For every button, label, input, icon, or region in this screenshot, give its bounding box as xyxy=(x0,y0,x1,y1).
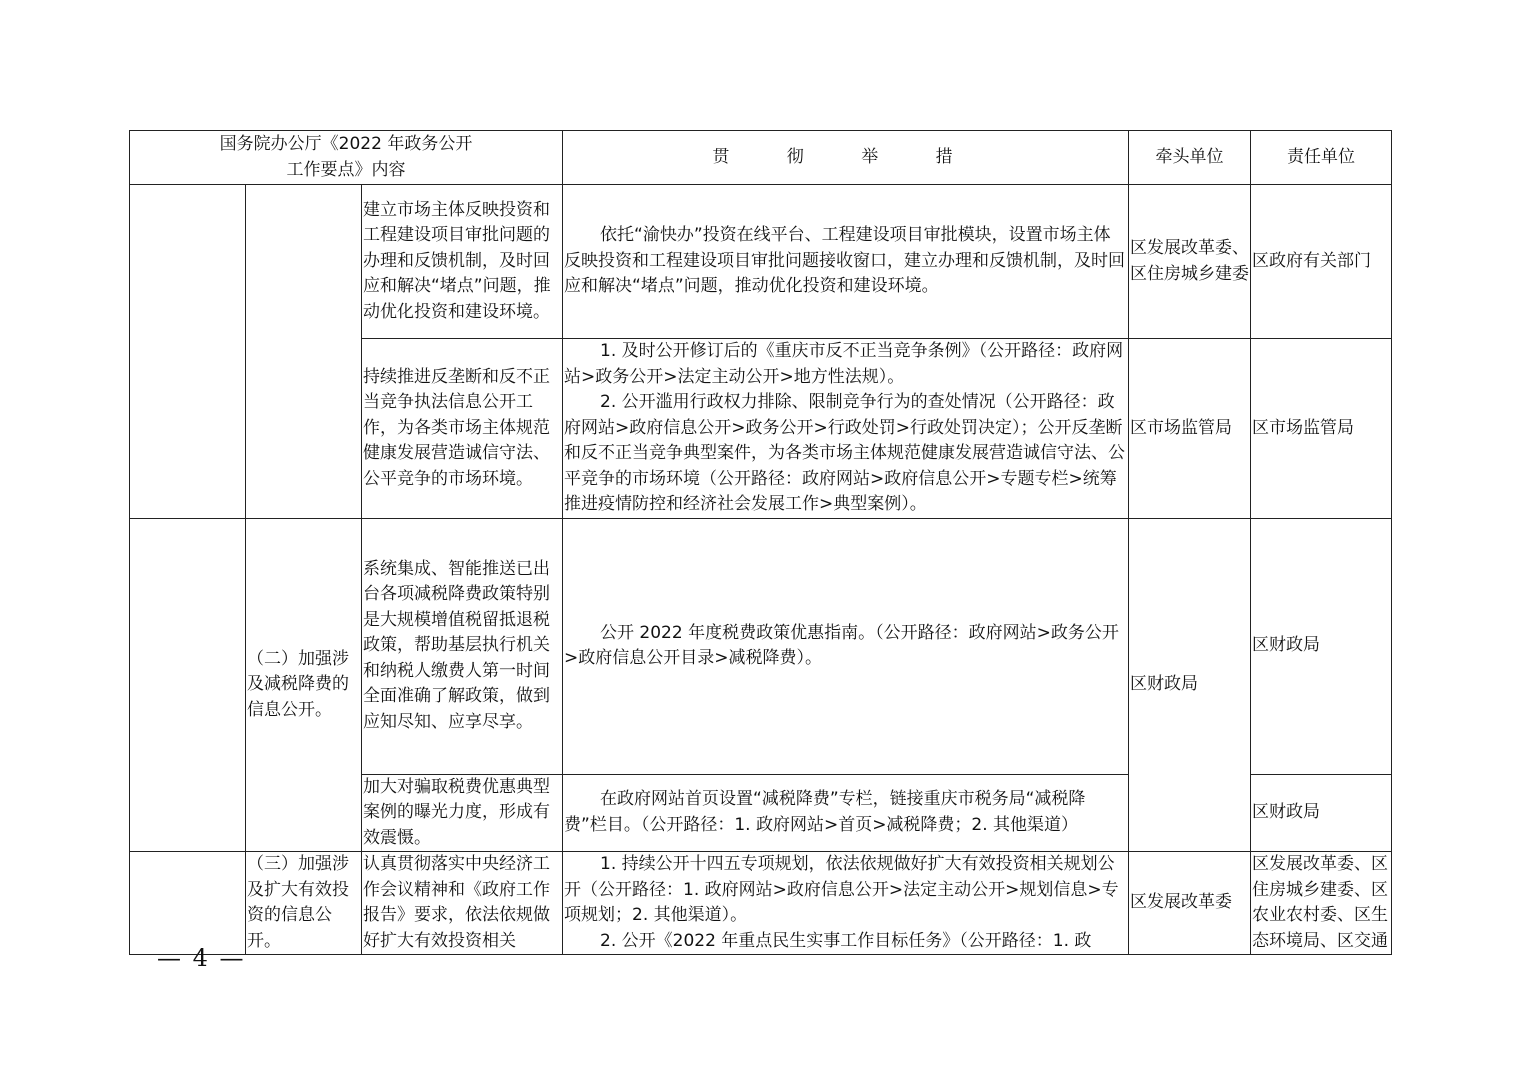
category-cell xyxy=(130,185,246,519)
measure-paragraph: 公开 2022 年度税费政策优惠指南。（公开路径：政府网站>政务公开>政府信息公开目录>减税降费）。 xyxy=(564,622,1119,668)
responsible-unit-cell: 区财政局 xyxy=(1251,774,1392,852)
measure-paragraph: 1. 及时公开修订后的《重庆市反不正当竞争条例》（公开路径：政府网站>政务公开>法定主动公开>地方性法规）。 xyxy=(564,341,1124,387)
task-point-cell: 系统集成、智能推送已出台各项减税降费政策特别是大规模增值税留抵退税政策，帮助基层执行机关和纳税人缴费人第一时间全面准确了解政策，做到应知尽知、应享尽享。 xyxy=(362,518,563,774)
lead-unit-cell: 区发展改革委 xyxy=(1129,852,1251,955)
measure-cell xyxy=(563,774,1129,852)
responsible-unit-cell: 区政府有关部门 xyxy=(1251,185,1392,339)
lead-unit-cell: 区市场监管局 xyxy=(1129,339,1251,519)
measure-paragraph: 2. 公开滥用行政权力排除、限制竞争行为的查处情况（公开路径：政府网站>政府信息公开>政务公开>行政处罚>行政处罚决定）；公开反垄断和反不正当竞争典型案件，为各类市场主体规范健康发展营造诚信守法、公平竞争的市场环境（公开路径：政府网站>政府信息公开>专题专栏>统筹推进疫情防控和经济社会发展工作>典型案例）。 xyxy=(564,392,1126,514)
measure-paragraph: 2. 公开《2022 年重点民生实事工作目标任务》（公开路径：1. 政 xyxy=(600,930,1092,951)
responsible-unit-cell: 区发展改革委、区住房城乡建委、区农业农村委、区生态环境局、区交通 xyxy=(1251,852,1392,955)
subcategory-cell: （二）加强涉及减税降费的信息公开。 xyxy=(246,518,362,852)
task-point-cell: 认真贯彻落实中央经济工作会议精神和《政府工作报告》要求，依法依规做好扩大有效投资相关 xyxy=(362,852,563,955)
task-point-cell: 建立市场主体反映投资和工程建设项目审批问题的办理和反馈机制，及时回应和解决“堵点”问题，推动优化投资和建设环境。 xyxy=(362,185,563,339)
header-responsible-unit: 责任单位 xyxy=(1251,131,1392,185)
category-cell xyxy=(130,518,246,852)
page-number: — 4 — xyxy=(157,944,246,972)
header-lead-unit: 牵头单位 xyxy=(1129,131,1251,185)
table-header-row xyxy=(130,131,1392,185)
measures-table xyxy=(129,130,1392,955)
responsible-unit-cell: 区市场监管局 xyxy=(1251,339,1392,519)
lead-unit-cell: 区财政局 xyxy=(1129,518,1251,852)
table-row xyxy=(130,518,1392,774)
header-task-content: 国务院办公厅《2022 年政务公开 工作要点》内容 xyxy=(130,131,563,185)
measure-paragraph: 在政府网站首页设置“减税降费”专栏，链接重庆市税务局“减税降费”栏目。（公开路径：1. 政府网站>首页>减税降费；2. 其他渠道） xyxy=(564,789,1086,835)
table-row xyxy=(130,185,1392,339)
measure-cell xyxy=(563,339,1129,519)
task-point-cell: 加大对骗取税费优惠典型案例的曝光力度，形成有效震慑。 xyxy=(362,774,563,852)
task-point-cell: 持续推进反垄断和反不正当竞争执法信息公开工作，为各类市场主体规范健康发展营造诚信守法、公平竞争的市场环境。 xyxy=(362,339,563,519)
measure-cell xyxy=(563,852,1129,955)
measure-paragraph: 1. 持续公开十四五专项规划，依法依规做好扩大有效投资相关规划公开（公开路径：1. 政府网站>政府信息公开>法定主动公开>规划信息>专项规划；2. 其他渠道）。 xyxy=(564,854,1119,925)
measure-cell xyxy=(563,518,1129,774)
lead-unit-cell: 区发展改革委、区住房城乡建委 xyxy=(1129,185,1251,339)
subcategory-cell xyxy=(246,185,362,519)
subcategory-cell: （三）加强涉及扩大有效投资的信息公开。 xyxy=(246,852,362,955)
table-row xyxy=(130,852,1392,955)
responsible-unit-cell: 区财政局 xyxy=(1251,518,1392,774)
header-measures: 贯 彻 举 措 xyxy=(563,131,1129,185)
measure-paragraph: 依托“渝快办”投资在线平台、工程建设项目审批模块，设置市场主体反映投资和工程建设项目审批问题接收窗口，建立办理和反馈机制，及时回应和解决“堵点”问题，推动优化投资和建设环境。 xyxy=(564,225,1126,297)
category-cell xyxy=(130,852,246,955)
measure-cell xyxy=(563,185,1129,339)
